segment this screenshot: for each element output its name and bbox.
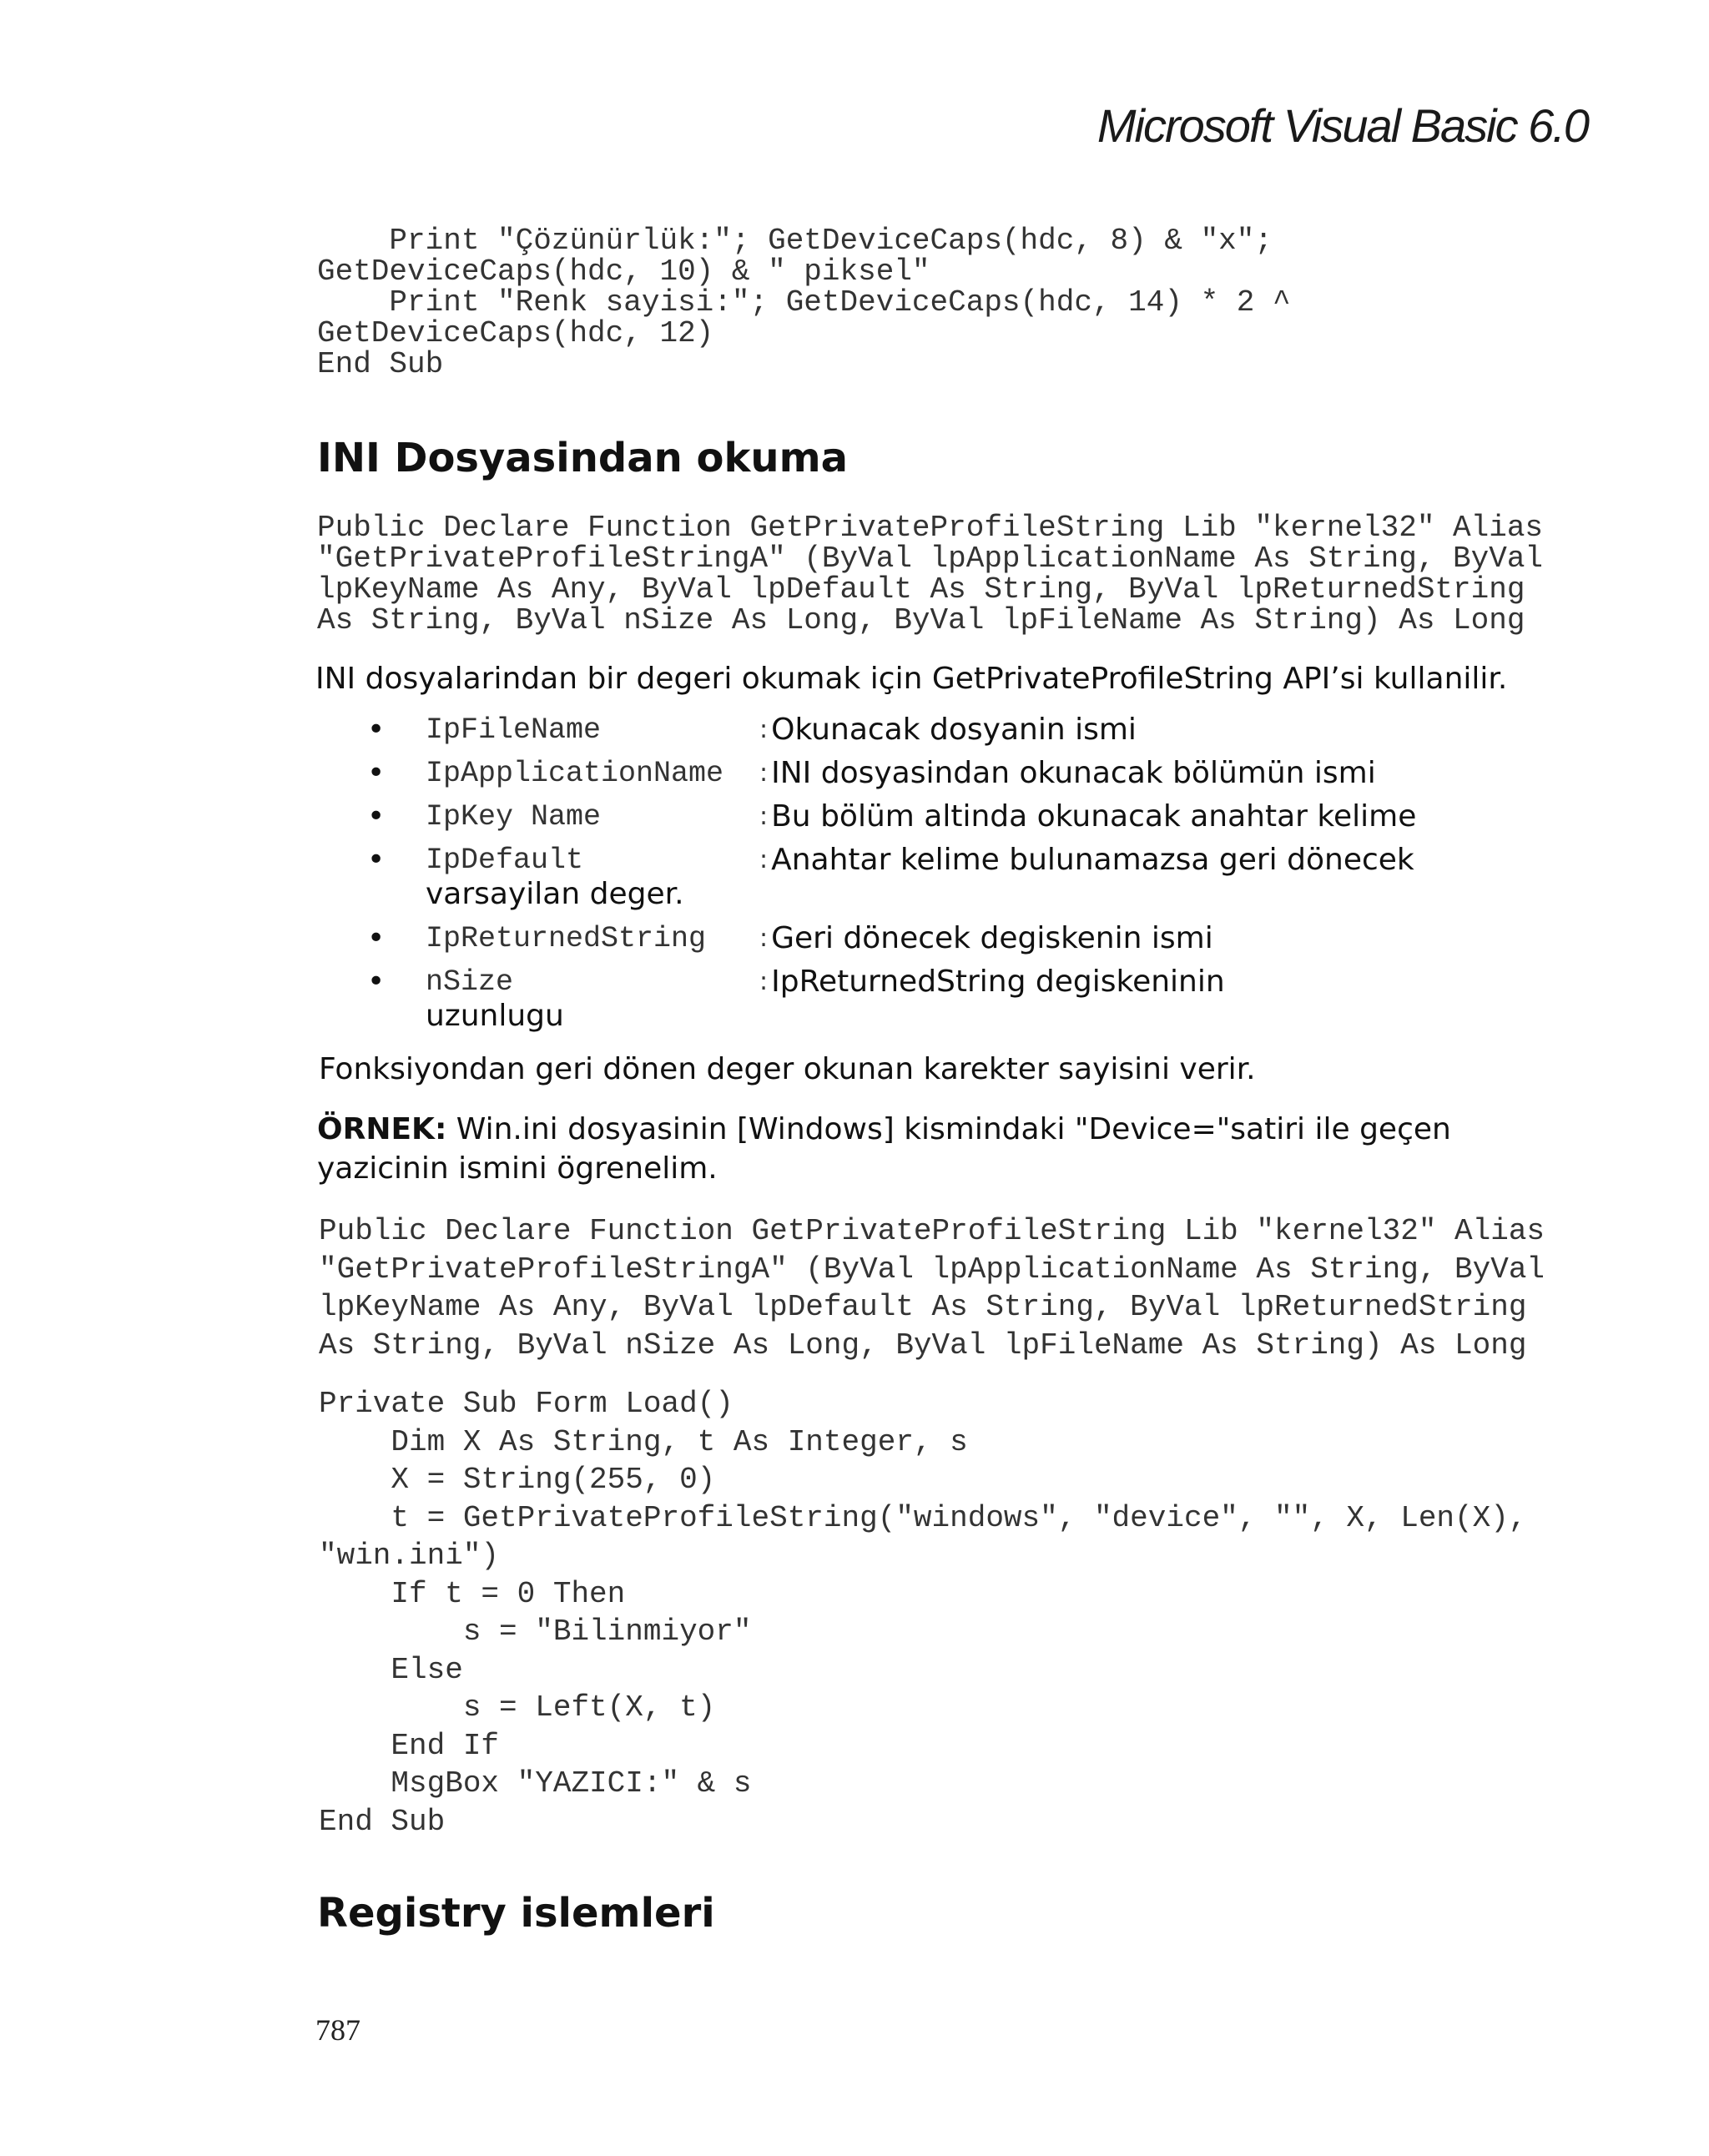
param-name: IpReturnedString: [426, 922, 707, 955]
param-description: Bu bölüm altinda okunacak anahtar kelime: [771, 799, 1417, 834]
running-header: Microsoft Visual Basic 6.0: [1096, 99, 1588, 152]
list-item: [367, 757, 1469, 790]
intro-paragraph: INI dosyalarindan bir degeri okumak için GetPrivateProfileString API’si kullanilir.: [315, 662, 1508, 696]
example-paragraph: [317, 1110, 1502, 1188]
param-name: IpDefault: [426, 844, 584, 877]
param-colon: :: [759, 802, 769, 831]
code-block-form-load: Private Sub Form Load() Dim X As String, t As Integer, s X = String(255, 0) t = GetPrivateProfileString("windows", "device", "", X, Len(X), "win.ini") If t = 0 Then s = "Bilinmiyor" Else s = Left(X, t) End If MsgBox "YAZICI:" & s End Sub: [319, 1387, 1527, 1839]
param-description: INI dosyasindan okunacak bölümün ismi: [771, 756, 1376, 790]
code-block-device-caps: Print "Çözünürlük:"; GetDeviceCaps(hdc, 8) & "x"; GetDeviceCaps(hdc, 10) & " piksel" Print "Renk sayisi:"; GetDeviceCaps(hdc, 14) * 2 ^ GetDeviceCaps(hdc, 12) End Sub: [317, 224, 1291, 381]
param-description-continued: varsayilan deger.: [426, 877, 684, 911]
page-number: 787: [315, 2013, 360, 2047]
example-label: ÖRNEK:: [317, 1112, 447, 1146]
parameter-list: [367, 713, 1469, 1044]
bullet-icon: •: [367, 921, 386, 955]
list-item: [367, 965, 1469, 1034]
bullet-icon: •: [367, 799, 386, 834]
param-colon: :: [759, 715, 769, 744]
list-item: [367, 844, 1469, 912]
param-description: Geri dönecek degiskenin ismi: [771, 921, 1213, 955]
param-name: IpApplicationName: [426, 757, 724, 790]
list-item: [367, 922, 1469, 955]
section-heading-registry: Registry islemleri: [317, 1890, 715, 1937]
code-block-example-declare: Public Declare Function GetPrivateProfileString Lib "kernel32" Alias "GetPrivateProfileStringA" (ByVal lpApplicationName As String, ByVal lpKeyName As Any, ByVal lpDefault As String, ByVal lpReturnedString As String, ByVal nSize As Long, ByVal lpFileName As String) As Long: [319, 1214, 1545, 1363]
param-colon: :: [759, 924, 769, 953]
param-colon: :: [759, 845, 769, 874]
param-description: Anahtar kelime bulunamazsa geri dönecek: [771, 843, 1414, 877]
bullet-icon: •: [367, 756, 386, 790]
param-description: Okunacak dosyanin ismi: [771, 713, 1137, 747]
list-item: [367, 800, 1469, 834]
param-name: IpFileName: [426, 713, 602, 747]
example-text: Win.ini dosyasinin [Windows] kismindaki "Device="satiri ile geçen yazicinin ismini ögrenelim.: [317, 1112, 1451, 1186]
bullet-icon: •: [367, 843, 386, 877]
code-block-declare: Public Declare Function GetPrivateProfileString Lib "kernel32" Alias "GetPrivateProfileStringA" (ByVal lpApplicationName As String, ByVal lpKeyName As Any, ByVal lpDefault As String, ByVal lpReturnedString As String, ByVal nSize As Long, ByVal lpFileName As String) As Long: [317, 511, 1544, 637]
param-colon: :: [759, 758, 769, 788]
bullet-icon: •: [367, 713, 386, 747]
bullet-icon: •: [367, 965, 386, 999]
list-item: [367, 713, 1469, 747]
param-name: IpKey Name: [426, 800, 602, 834]
param-description: IpReturnedString degiskeninin: [771, 965, 1225, 999]
param-description-continued: uzunlugu: [426, 999, 564, 1033]
section-heading-ini: INI Dosyasindan okuma: [317, 435, 848, 481]
param-colon: :: [759, 967, 769, 996]
return-value-note: Fonksiyondan geri dönen deger okunan karekter sayisini verir.: [319, 1052, 1256, 1086]
param-name: nSize: [426, 965, 514, 999]
